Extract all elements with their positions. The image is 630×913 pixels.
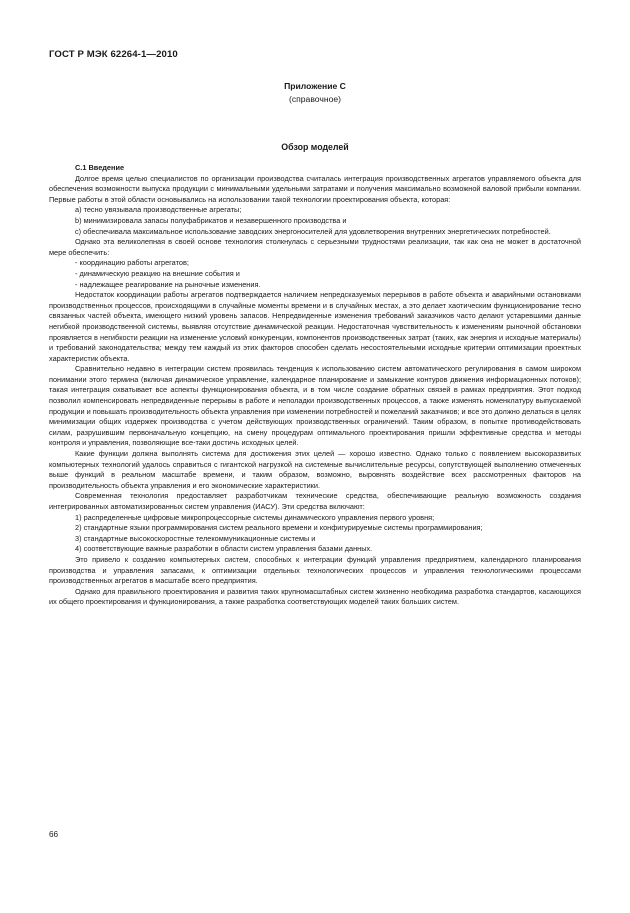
- list-item: 4) соответствующие важные разработки в области систем управления базами данных.: [75, 544, 373, 554]
- list-item: c) обеспечивала максимальное использование заводских энергоносителей для удовлетворения внутренних энергетических потребностей.: [75, 226, 551, 236]
- body-text: [49, 163, 581, 608]
- paragraph: Долгое время целью специалистов по организации производства считалась интеграция производственных агрегатов управляемого объекта для обеспечения возможности выпуска продукции с минимальными удельными затратами и получения максимально возможной валовой прибыли компании. Первые работы в этой области основывались на использовании такой технологии проектирования объекта, которая:: [49, 173, 581, 204]
- section-title: Обзор моделей: [281, 142, 349, 152]
- list-item: 3) стандартные высокоскоростные телекоммуникационные системы и: [75, 533, 316, 543]
- list-item: - надлежащее реагирование на рыночные изменения.: [75, 279, 261, 289]
- paragraph: Недостаток координации работы агрегатов подтверждается наличием непредсказуемых перерывов в работе объекта и аварийными остановками производственных процессов, происходящими в случайные моменты времени и в случайных местах, а это делает хаотическим функционирование тесно связанных частей объекта, имеющего низкий уровень запасов. Непредвиденные изменения требований заказчиков часто делают устаревшими данные негибкой производственной системы, выявляя отсутствие динамической реакции. Недостаточная чувствительность к изменениям рыночной обстановки проявляется в негибкости реакции на изменение условий конкуренции, компонентов производственных затрат (таких, как энергия и исходные материалы) и требований законодательства; между тем каждый из этих факторов способен сделать несостоятельными исходные критерии оптимизации проектных характеристик объекта.: [49, 290, 581, 363]
- subsection-heading: С.1 Введение: [75, 163, 125, 172]
- appendix-heading: [49, 80, 581, 105]
- list-item: - динамическую реакцию на внешние события и: [75, 268, 240, 278]
- appendix-title: Приложение С: [284, 81, 346, 91]
- paragraph: Однако эта великолепная в своей основе технология столкнулась с серьезными трудностями реализации, так как она не может в достаточной мере обеспечить:: [49, 237, 581, 257]
- paragraph: Какие функции должна выполнять система для достижения этих целей — хорошо известно. Однако только с появлением высокоразвитых компьютерных технологий удалось справиться с гигантской нагрузкой на системные вычислительные ресурсы, сопутствующей выполнению отмеченных выше функций в реальном масштабе времени, и таким образом, возможно, выровнять воздействие всех рассмотренных факторов на производительность объекта управления и его экономические характеристики.: [49, 449, 581, 490]
- list-item: 1) распределенные цифровые микропроцессорные системы динамического управления первого уровня;: [75, 512, 435, 522]
- list-item: b) минимизировала запасы полуфабрикатов и незавершенного производства и: [75, 215, 347, 225]
- paragraph: Современная технология предоставляет разработчикам технические средства, обеспечивающие реальную возможность создания интегрированных автоматизированных систем управления (ИАСУ). Эти средства включают:: [49, 491, 581, 511]
- paragraph: Сравнительно недавно в интеграции систем проявилась тенденция к использованию систем автоматического регулирования в самом широком понимании этого термина (включая динамическое управление, календарное планирование и замыкание контуров движения информационных потоков); такая интеграция охватывает все аспекты функционирования объекта, и в том числе создание обратных связей в рамках предприятия. Этот подход позволил компенсировать непредвиденные перерывы в работе и неполадки производственных процессов, а также изменять номенклатуру выпускаемой продукции и повышать производительность объекта управления при изменении потребностей и пожеланий заказчиков; и все это должно делаться в целях минимизации общих издержек производства с учетом действующих производственных ограничений. Таким образом, в попытке противодействовать силам, разрушившим первоначальную концепцию, на смену процедурам оптимального проектирования пришли эффективные средства и методы контроля и управления, позволяющие все-таки достичь исходных целей.: [49, 364, 581, 448]
- page-number: 66: [49, 830, 59, 839]
- list-item: a) тесно увязывала производственные агрегаты;: [75, 205, 242, 215]
- paragraph: Однако для правильного проектирования и развития таких крупномасштабных систем жизненно необходима разработка стандартов, касающихся их общего проектирования и функционирования, а также разработка соответствующих моделей таких больших систем.: [49, 586, 581, 607]
- document-code-header: ГОСТ Р МЭК 62264-1—2010: [49, 49, 178, 60]
- paragraph: Это привело к созданию компьютерных систем, способных к интеграции функций управления предприятием, календарного планирования производства и управления запасами, к оптимизации отдельных технологических процессов и управления технологическими процессами производственных агрегатов в масштабе всего предприятия.: [49, 554, 581, 586]
- list-item: 2) стандартные языки программирования систем реального времени и конфигурируемые системы программирования;: [75, 523, 483, 533]
- appendix-subtitle: (справочное): [288, 93, 342, 104]
- list-item: - координацию работы агрегатов;: [75, 258, 189, 268]
